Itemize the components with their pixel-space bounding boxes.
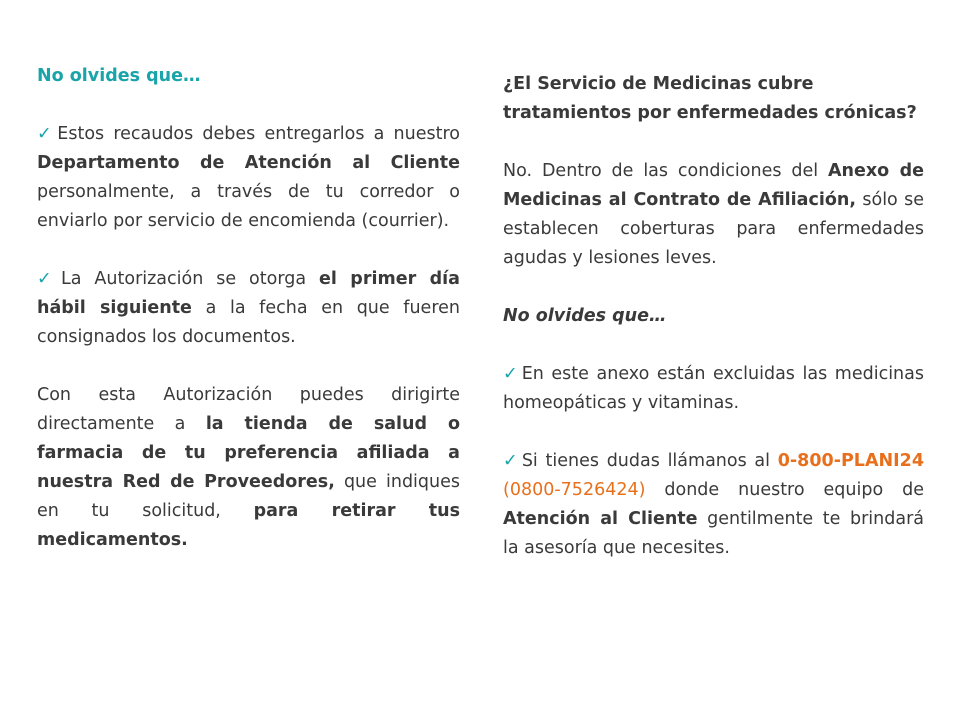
answer-paragraph: No. Dentro de las condiciones del Anexo de Medicinas al Contrato de Afiliación, sólo se establecen coberturas para enfermedades agudas y lesiones leves.	[503, 161, 925, 268]
left-bullet-recaudos: ✓ Estos recaudos debes entregarlos a nuestro Departamento de Atención al Cliente personalmente, a través de tu corredor o enviarlo por servicio de encomienda (courrier).	[37, 124, 460, 231]
checkmark-icon: ✓	[37, 124, 56, 144]
checkmark-icon: ✓	[503, 451, 520, 471]
left-column	[37, 62, 460, 555]
left-bullet-autorizacion: ✓ La Autorización se otorga el primer día hábil siguiente a la fecha en que fueren consignados los documentos.	[37, 269, 460, 347]
right-column	[503, 70, 924, 563]
checkmark-icon: ✓	[503, 364, 520, 384]
right-heading: No olvides que…	[503, 306, 667, 326]
phone-number: 0-800-PLANI24	[777, 451, 924, 471]
left-heading: No olvides que…	[37, 66, 201, 86]
question-heading: ¿El Servicio de Medicinas cubre tratamientos por enfermedades crónicas?	[503, 74, 917, 123]
left-paragraph-farmacia: Con esta Autorización puedes dirigirte directamente a la tienda de salud o farmacia de tu preferencia afiliada a nuestra Red de Proveedores, que indiques en tu solicitud, para retirar tus medicamentos.	[37, 385, 460, 550]
checkmark-icon: ✓	[37, 269, 60, 289]
phone-number-digits: (0800-7526424)	[503, 480, 646, 500]
right-bullet-dudas: ✓ Si tienes dudas llámanos al 0-800-PLANI24 (0800-7526424) donde nuestro equipo de Atención al Cliente gentilmente te brindará la asesoría que necesites.	[503, 451, 924, 558]
right-bullet-excluidas: ✓ En este anexo están excluidas las medicinas homeopáticas y vitaminas.	[503, 364, 924, 413]
